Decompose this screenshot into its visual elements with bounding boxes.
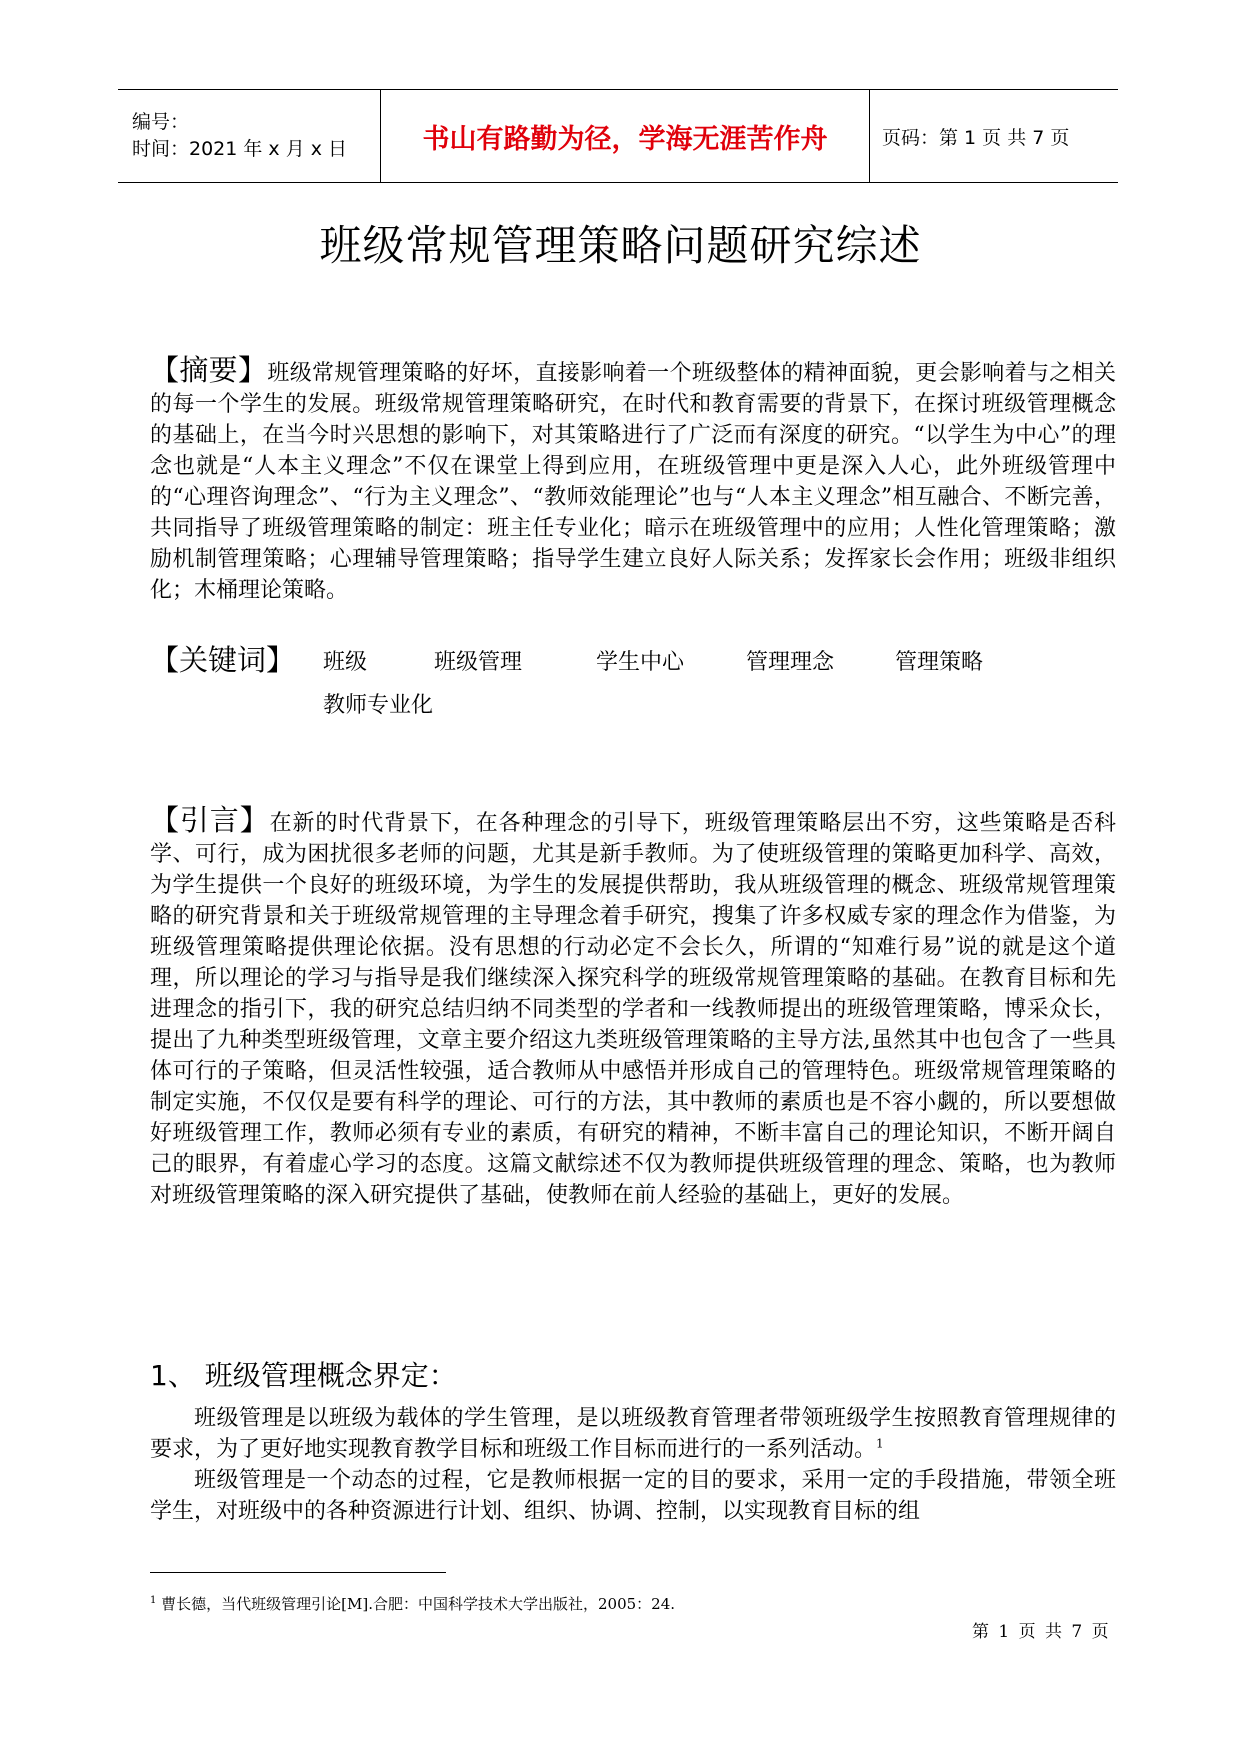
header-meta [118, 90, 380, 182]
keyword-item: 班级管理 [434, 650, 523, 675]
footnote-mark: 1 [150, 1595, 157, 1606]
section-1-para-1-text: 班级管理是以班级为载体的学生管理，是以班级教育管理者带领班级学生按照教育管理规律的要求，为了更好地实现教育教学目标和班级工作目标而进行的一系列活动。 [150, 1406, 1116, 1462]
intro-text: 在新的时代背景下，在各种理念的引导下，班级管理策略层出不穷，这些策略是否科学、可行，成为困扰很多老师的问题，尤其是新手教师。为了使班级管理的策略更加科学、高效，为学生提供一个良好的班级环境，为学生的发展提供帮助，我从班级管理的概念、班级常规管理策略的研究背景和关于班级常规管理的主导理念着手研究，搜集了许多权威专家的理念作为借鉴，为班级管理策略提供理论依据。没有思想的行动必定不会长久，所谓的“知难行易”说的就是这个道理，所以理论的学习与指导是我们继续深入探究科学的班级常规管理策略的基础。在教育目标和先进理念的指引下，我的研究总结归纳不同类型的学者和一线教师提出的班级管理策略，博采众长，提出了九种类型班级管理，文章主要介绍这九类班级管理策略的主导方法,虽然其中也包含了一些具体可行的子策略，但灵活性较强，适合教师从中感悟并形成自己的管理特色。班级常规管理策略的制定实施，不仅仅是要有科学的理论、可行的方法，其中教师的素质也是不容小觑的，所以要想做好班级管理工作，教师必须有专业的素质，有研究的精神，不断丰富自己的理论知识，不断开阔自己的眼界，有着虚心学习的态度。这篇文献综述不仅为教师提供班级管理的理念、策略，也为教师对班级管理策略的深入研究提供了基础，使教师在前人经验的基础上，更好的发展。 [150, 811, 1116, 1208]
header-page-code [870, 90, 1118, 182]
footnote [150, 1593, 675, 1614]
abstract-tag: 【摘要】 [150, 353, 268, 387]
section-1-para-2 [150, 1465, 1116, 1527]
number-label: 编号： [132, 111, 190, 133]
header-motto [380, 90, 870, 182]
page-footer: 第 1 页 共 7 页 [972, 1622, 1109, 1642]
keyword-item: 管理策略 [895, 650, 984, 675]
document-title: 班级常规管理策略问题研究综述 [319, 221, 922, 270]
abstract-paragraph [150, 355, 1116, 606]
keyword-item: 班级 [323, 650, 368, 675]
header-table [118, 89, 1118, 183]
time-label: 时间：2021 年 x 月 x 日 [132, 138, 348, 160]
abstract-text: 班级常规管理策略的好坏，直接影响着一个班级整体的精神面貌，更会影响着与之相关的每一个学生的发展。班级常规管理策略研究，在时代和教育需要的背景下，在探讨班级管理概念的基础上，在当今时兴思想的影响下，对其策略进行了广泛而有深度的研究。“以学生为中心”的理念也就是“人本主义理念”不仅在课堂上得到应用，在班级管理中更是深入人心，此外班级管理中的“心理咨询理念”、“行为主义理念”、“教师效能理论”也与“人本主义理念”相互融合、不断完善，共同指导了班级管理策略的制定：班主任专业化；暗示在班级管理中的应用；人性化管理策略；激励机制管理策略；心理辅导管理策略；指导学生建立良好人际关系；发挥家长会作用；班级非组织化；木桶理论策略。 [150, 361, 1116, 603]
footnote-text: 曹长德，当代班级管理引论[M].合肥：中国科学技术大学出版社，2005：24. [156, 1595, 676, 1613]
page-code-text: 页码：第 1 页 共 7 页 [882, 126, 1070, 149]
footnote-ref: 1 [876, 1436, 884, 1451]
keyword-item: 教师专业化 [323, 693, 434, 718]
section-1-para-1 [150, 1403, 1116, 1465]
keywords-tag: 【关键词】 [150, 643, 296, 677]
section-1-heading: 1、 班级管理概念界定： [150, 1359, 457, 1392]
intro-paragraph [150, 805, 1116, 1211]
section-1-para-2-text: 班级管理是一个动态的过程，它是教师根据一定的目的要求，采用一定的手段措施，带领全班学生，对班级中的各种资源进行计划、组织、协调、控制，以实现教育目标的组 [150, 1468, 1116, 1524]
footnote-rule [150, 1572, 446, 1573]
keyword-item: 学生中心 [596, 650, 685, 675]
motto-text: 书山有路勤为径，学海无涯苦作舟 [422, 123, 828, 155]
keyword-item: 管理理念 [746, 650, 835, 675]
intro-tag: 【引言】 [150, 803, 270, 837]
